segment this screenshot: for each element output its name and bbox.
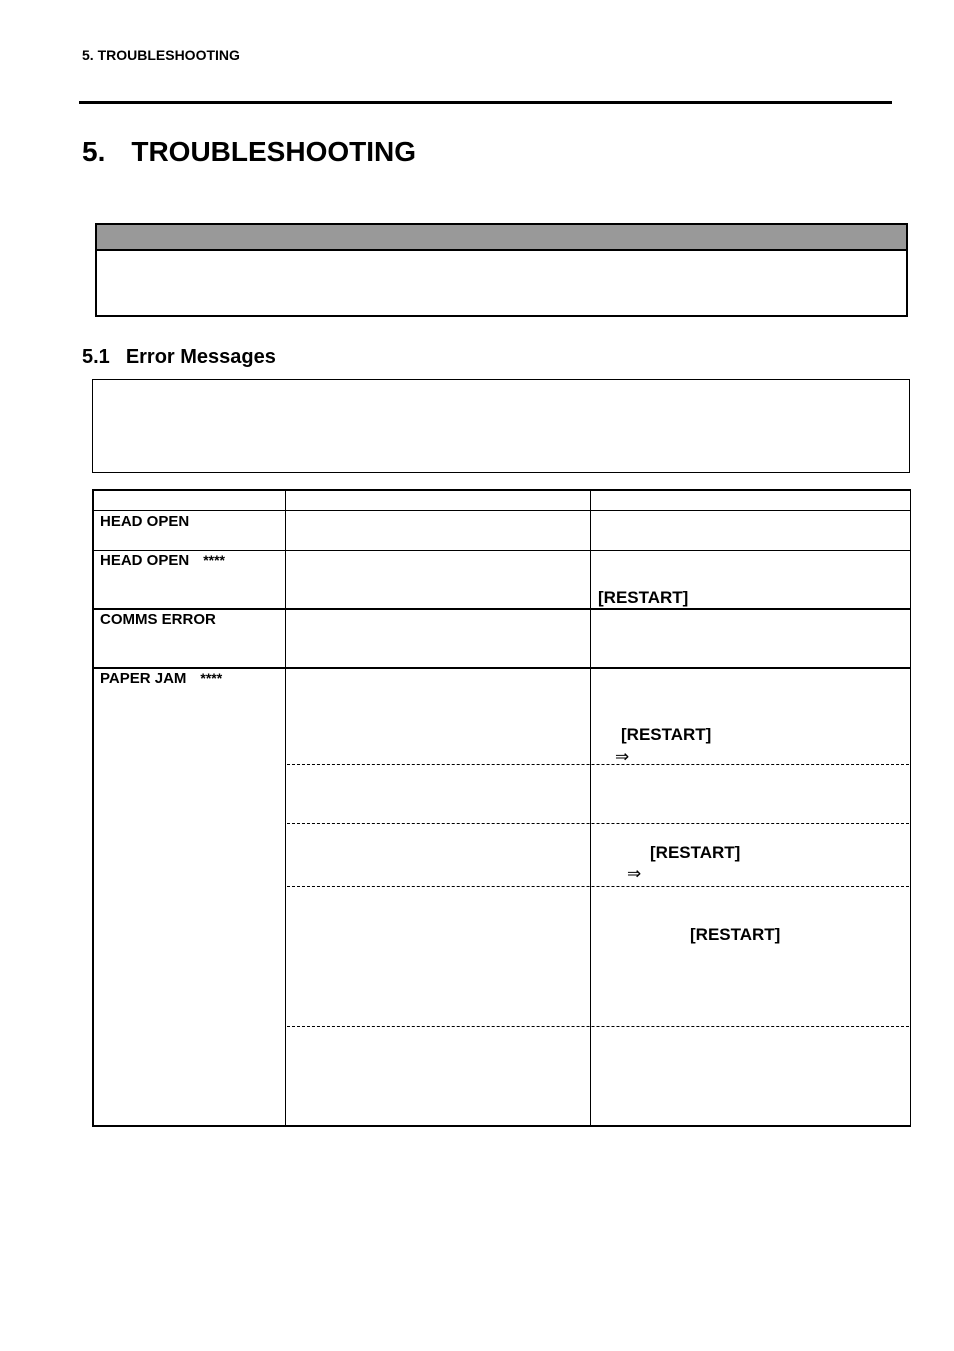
arrow-icon: ⇒ [615, 747, 630, 767]
table-row [100, 513, 189, 530]
table-border-bottom [92, 1125, 911, 1127]
section-text: Error Messages [125, 346, 276, 368]
error-message: PAPER JAM [100, 670, 187, 687]
page-title-number: 5. [82, 136, 106, 167]
table-col-divider-2 [590, 489, 591, 1127]
table-border-right [910, 489, 911, 1127]
table-header-divider [92, 510, 911, 511]
table-subrow-divider [287, 1026, 909, 1027]
table-row [100, 670, 222, 687]
table-row-divider [92, 608, 911, 610]
error-message: COMMS ERROR [100, 611, 216, 628]
restart-key-label: [RESTART] [598, 588, 689, 607]
table-subrow-divider [287, 764, 909, 765]
table-row-divider [92, 550, 911, 551]
table-col-divider-1 [285, 489, 286, 1127]
arrow-icon: ⇒ [627, 864, 642, 884]
error-code-placeholder: **** [203, 552, 225, 568]
error-code-placeholder: **** [200, 670, 223, 686]
table-subrow-divider [287, 886, 909, 887]
section-number: 5.1 [82, 346, 110, 368]
page-title-text: TROUBLESHOOTING [131, 136, 417, 167]
restart-key-label: [RESTART] [621, 725, 712, 744]
running-header: 5. TROUBLESHOOTING [82, 47, 240, 63]
table-row-divider [92, 667, 911, 669]
error-message: HEAD OPEN [100, 552, 190, 569]
table-row [100, 552, 225, 569]
table-border-top [92, 489, 911, 491]
error-message: HEAD OPEN [100, 513, 190, 530]
restart-key-label: [RESTART] [690, 925, 781, 944]
table-border-left [92, 489, 94, 1127]
table-row [100, 611, 216, 628]
table-subrow-divider [287, 823, 909, 824]
restart-key-label: [RESTART] [650, 843, 741, 862]
